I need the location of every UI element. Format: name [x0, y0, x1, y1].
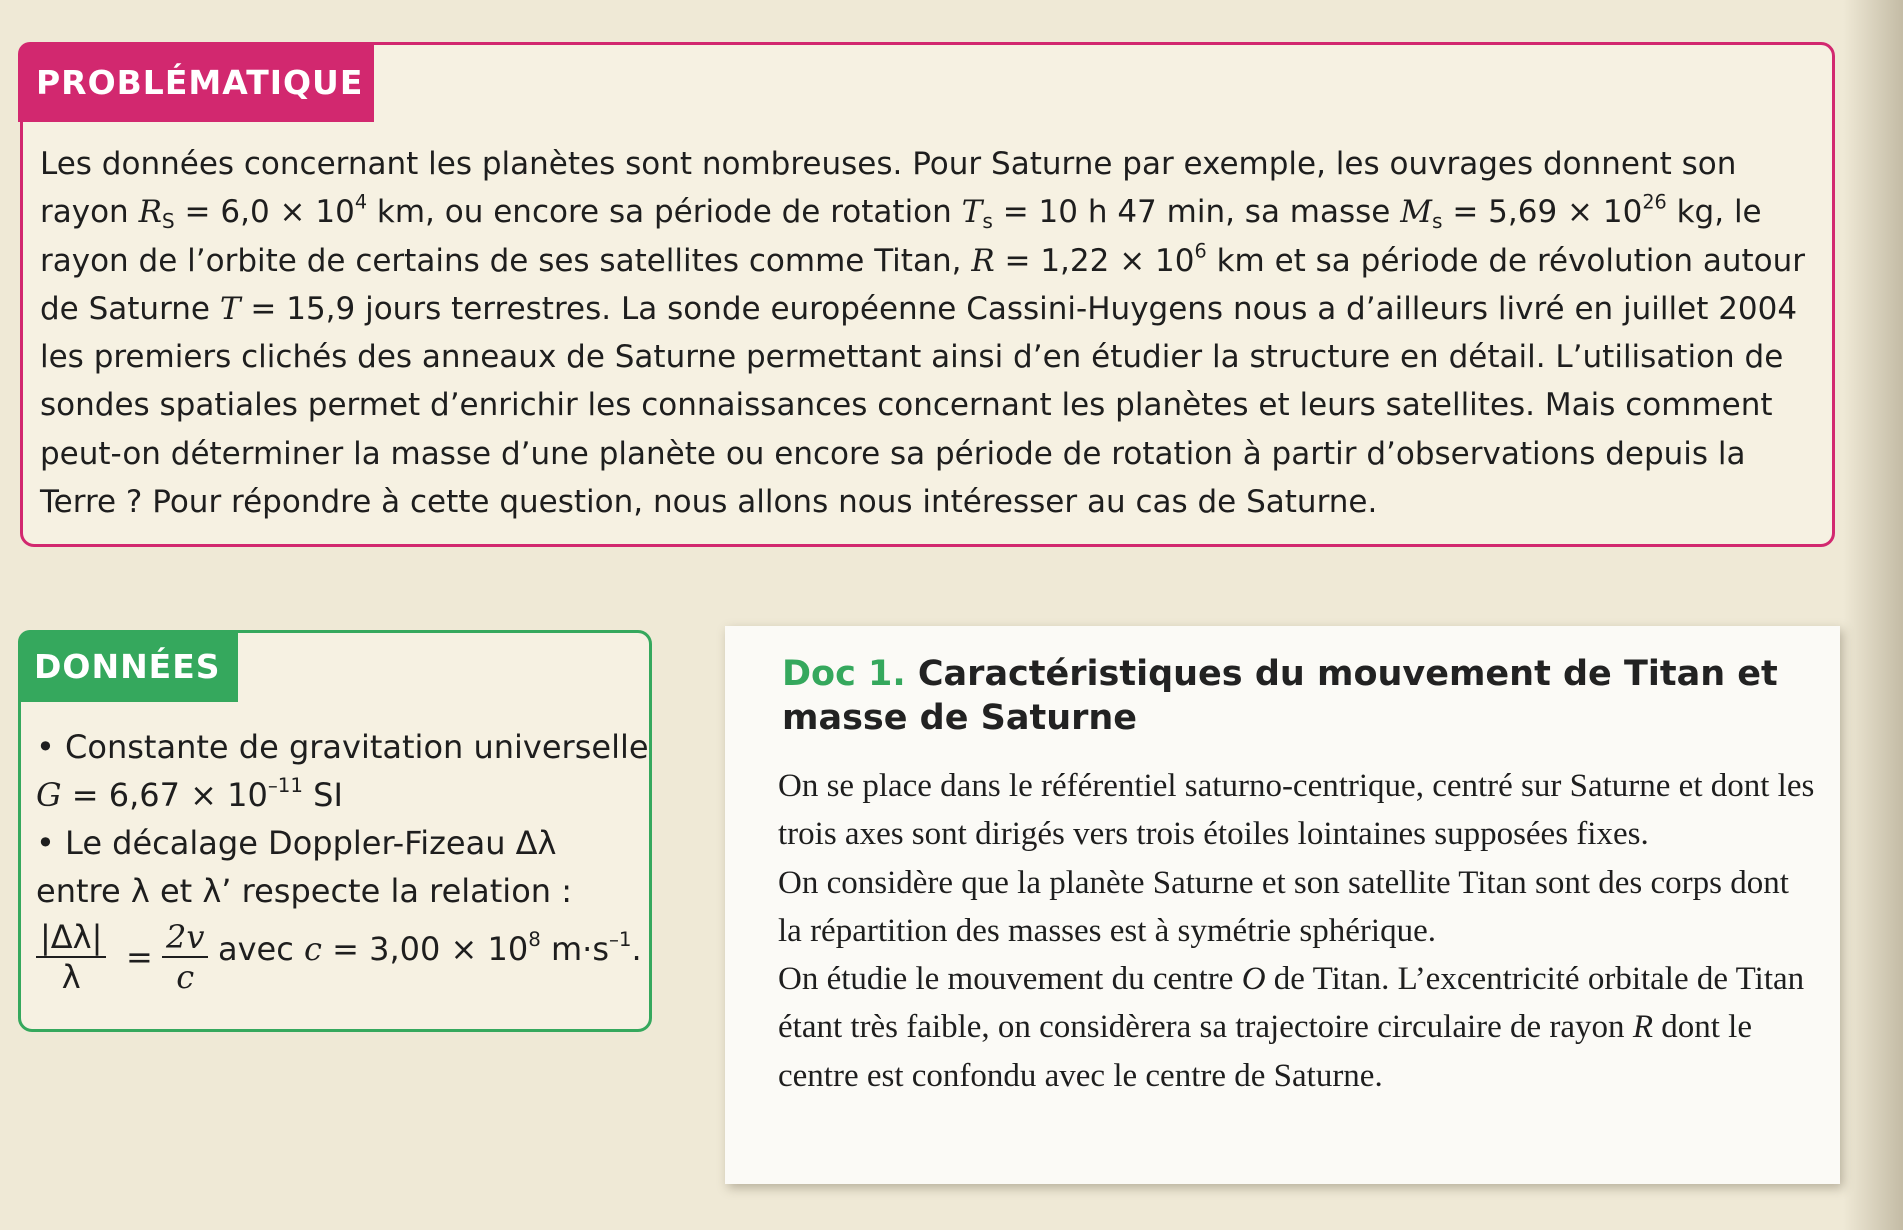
problematique-tag — [18, 42, 374, 122]
doc1-body — [778, 762, 1818, 1100]
donnees-line-5: avec $c = 3,00 \times 10^8$ $m\cdot s^{-1}$. — [218, 928, 642, 968]
doc1-label: Doc 1. — [782, 654, 906, 694]
donnees-line-1: • Constante de gravitation universelle — [36, 728, 649, 766]
problematique-text: Les données concernant les planètes sont nombreuses. Pour Saturne par exemple, les ouvrages donnent son rayon $R_S = 6,0 \times 10^4$ km, ou encore sa période de rotation $T_s = 10$ h 47 min, sa masse $M_s = 5,69 \times 10^{26}$ kg, le rayon de l’orbite de certains de ses satellites comme Titan, $R = 1,22 \times 10^6$ km et sa période de révolution autour de Saturne T = 15,9 jours terrestres. La sonde européenne Cassini-Huygens nous a d’ailleurs livré en juillet 2004 les premiers clichés des anneaux de Saturne permettant ainsi d’en étudier la structure en détail. L’utilisation de sondes spatiales permet d’enrichir les connaissances concernant les planètes et leurs satellites. Mais comment peut-on déterminer la masse d’une planète ou encore sa période de rotation à partir d’observations depuis la Terre ? Pour répondre à cette question, nous allons nous intéresser au cas de Saturne. — [40, 146, 1806, 521]
donnees-line-2: $G = 6,67 \times 10^{-11}$ SI — [36, 774, 343, 814]
fraction-delta-lambda: $\frac{|\Delta\lambda|}{\lambda}$ — [36, 918, 106, 996]
donnees-tag-label: DONNÉES — [34, 646, 221, 686]
equals-sign: = — [126, 938, 153, 976]
doc1-title: Doc 1. Caractéristiques du mouvement de Titan et masse de Saturne — [782, 654, 1778, 738]
doc1-paragraph-2: On considère que la planète Saturne et son satellite Titan sont des corps dont la répartition des masses est à symétrie sphérique. — [778, 864, 1789, 949]
donnees-line-4: entre λ et λ’ respecte la relation : — [36, 872, 572, 910]
problematique-tag-label: PROBLÉMATIQUE — [36, 62, 364, 102]
doc1-paragraph-3: On étudie le mouvement du centre O de Titan. L’excentricité orbitale de Titan étant très faible, on considèrera sa trajectoire circulaire de rayon R dont le centre est confondu avec le centre de Saturne. — [778, 961, 1805, 1094]
donnees-line-3: • Le décalage Doppler-Fizeau Δλ — [36, 824, 557, 862]
doc1-paragraph-1: On se place dans le référentiel saturno-centrique, centré sur Saturne et dont les trois axes sont dirigés vers trois étoiles lointaines supposées fixes. — [778, 768, 1815, 853]
fraction-2v-c: $\frac{2v}{c}$ — [162, 918, 208, 996]
donnees-tag — [18, 630, 238, 702]
page-edge-shadow — [1843, 0, 1903, 1230]
